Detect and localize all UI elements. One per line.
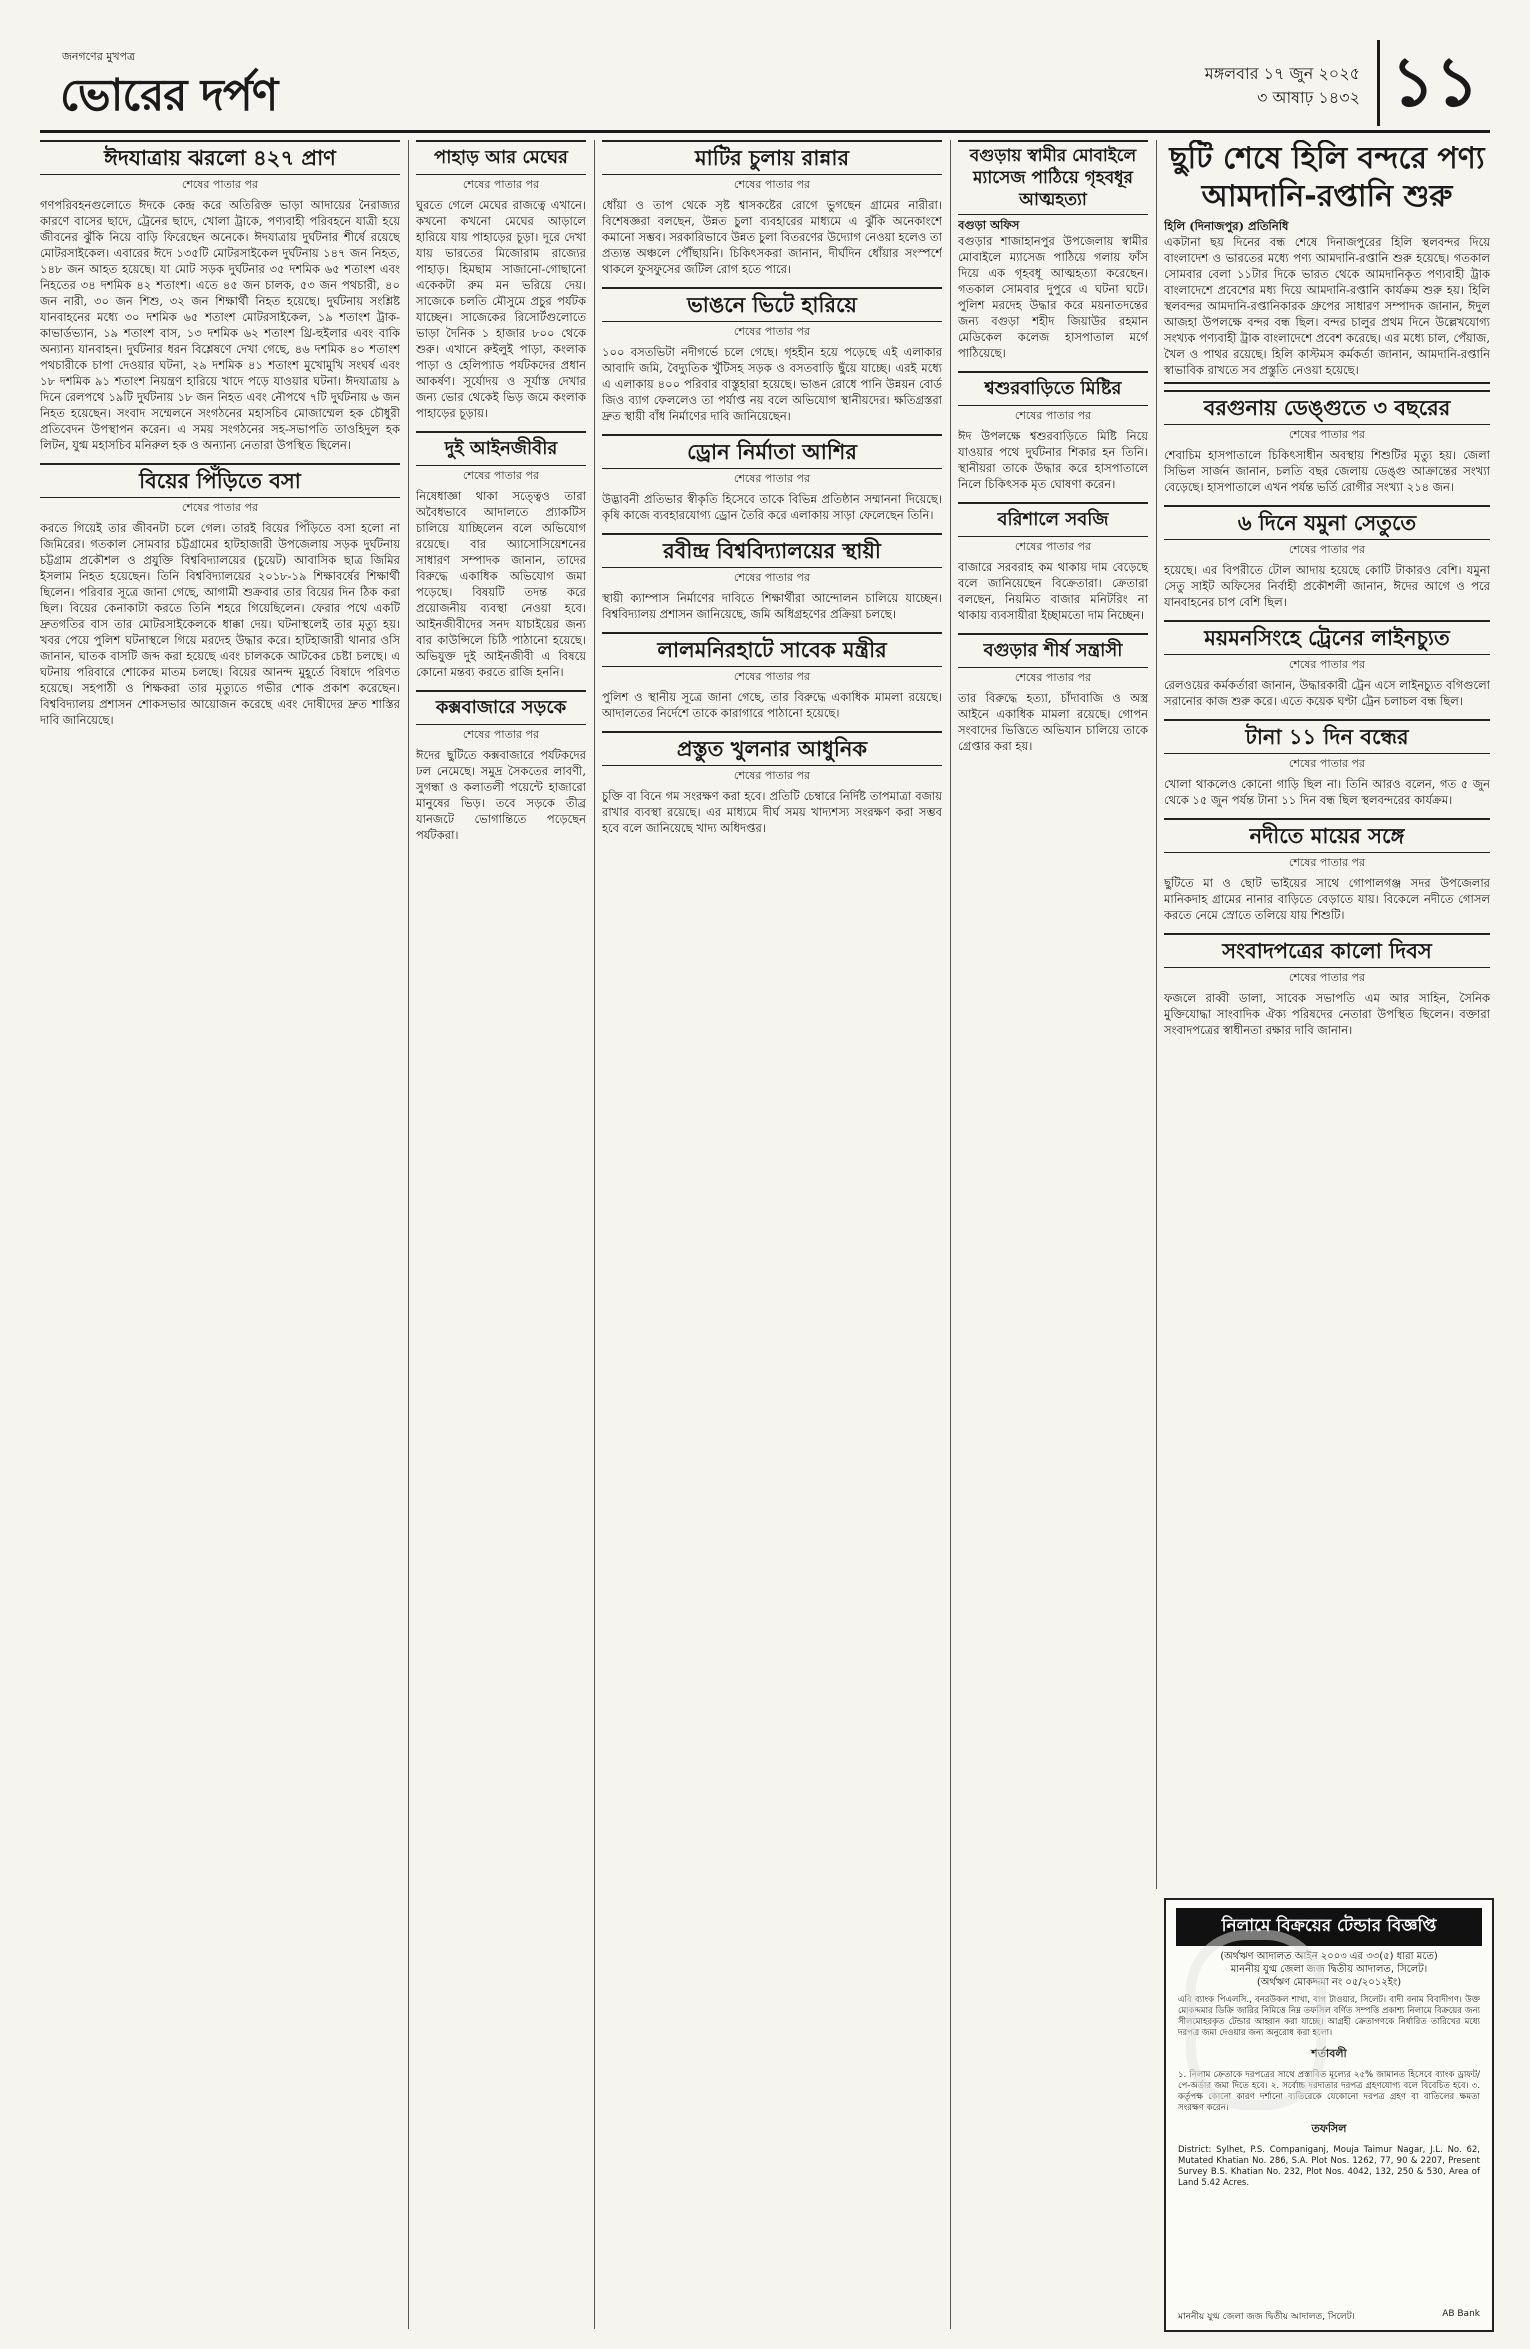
continued-label: শেষের পাতার পর: [1014, 409, 1092, 422]
story-hili-lead: [1164, 140, 1490, 384]
story-sweets: [958, 371, 1148, 492]
continued-label: শেষের পাতার পর: [1288, 543, 1366, 556]
story-11-days-closed: [1164, 719, 1490, 808]
column-divider: [594, 140, 595, 2329]
continued-label: শেষের পাতার পর: [733, 325, 811, 338]
story-lawyers: [416, 431, 586, 680]
story-headline: রবীন্দ্র বিশ্ববিদ্যালয়ের স্থায়ী: [602, 533, 942, 568]
story-clay-stove: [602, 140, 942, 277]
continued-label: শেষের পাতার পর: [1288, 757, 1366, 770]
story-headline: মাটির চুলায় রান্নার: [602, 140, 942, 175]
story-khulna: [602, 731, 942, 836]
story-wedding: [40, 463, 400, 728]
story-black-day: [1164, 933, 1490, 1038]
story-body: শেবাচিম হাসপাতালে চিকিৎসাধীন অবস্থায় শিশুটির মৃত্যু হয়। জেলা সিভিল সার্জন জানান, চলতি বছর জেলায় ডেঙ্গু আক্রান্তের সংখ্যা বেড়েছে। হাসপাতালে এখন পর্যন্ত ভর্তি রোগীর সংখ্যা ২১৪ জন।: [1164, 448, 1490, 494]
story-dengue: [1164, 390, 1490, 495]
story-headline: ময়মনসিংহে ট্রেনের লাইনচ্যুত: [1164, 620, 1490, 655]
story-body: তার বিরুদ্ধে হত্যা, চাঁদাবাজি ও অস্ত্র আইনে একাধিক মামলা রয়েছে। গোপন সংবাদের ভিত্তিতে অভিযান চালিয়ে তাকে গ্রেপ্তার করা হয়।: [958, 691, 1148, 753]
story-body: হয়েছে। এর বিপরীতে টোল আদায় হয়েছে কোটি টাকারও বেশি। যমুনা সেতু সাইট অফিসের নির্বাহী প্রকৌশলী জানান, ঈদের আগে ও পরে যানবাহনের চাপ বেশি ছিল।: [1164, 563, 1490, 609]
ab-bank-logo: AB Bank: [1442, 2309, 1480, 2319]
story-body: চুক্তি বা বিনে গম সংরক্ষণ করা হবে। প্রতিটি চেম্বারে নির্দিষ্ট তাপমাত্রা বজায় রাখার ব্যবস্থা রয়েছে। এর মাধ্যমে দীর্ঘ সময় খাদ্যশস্য সংরক্ষণ করা সম্ভব হবে বলে জানিয়েছে খাদ্য অধিদপ্তর।: [602, 789, 942, 835]
notice-schedule-heading: তফসিল: [1311, 2122, 1347, 2135]
story-headline: বিয়ের পিঁড়িতে বসা: [40, 463, 400, 498]
story-jamuna-bridge: [1164, 505, 1490, 610]
notice-schedule: District: Sylhet, P.S. Companiganj, Mouja Taimur Nagar, J.L. No. 62, Mutated Khatian No. 286, S.A. Plot Nos. 1262, 77, 90 & 2207, Present Survey B.S. Khatian No. 232, Plot Nos. 4042, 132, 250 & 530, Area of Land 5.42 Acres.: [1178, 2145, 1480, 2188]
continued-label: শেষের পাতার পর: [181, 501, 259, 514]
story-headline: পাহাড় আর মেঘের: [416, 140, 586, 175]
story-body: ঘুরতে গেলে মেঘের রাজত্বে এখানে। কখনো কখনো মেঘের আড়ালে হারিয়ে যায় পাহাড়ের চূড়া। দূরে দেখা যায় ভারতের মিজোরাম রাজ্যের পাহাড়। হিমছাম সাজানো-গোছানো একেকটা রুম মন ভরিয়ে দেয়। সাজেকে চলতি মৌসুমে প্রচুর পর্যটক যাচ্ছেন। সাজেকের রিসোর্টগুলোতে ভাড়া দৈনিক ১ হাজার ৮০০ থেকে শুরু। এখানে রুইলুই পাড়া, কংলাক পাড়া ও হেলিপ্যাড পর্যটকদের প্রধান আকর্ষণ। সূর্যোদয় ও সূর্যাস্ত দেখার জন্য ভোর থেকেই ভিড় জমে কংলাক পাহাড়ের চূড়ায়।: [416, 198, 586, 420]
story-university: [602, 533, 942, 622]
column-4: [958, 140, 1148, 2329]
masthead: [40, 40, 1490, 133]
continued-label: শেষের পাতার পর: [1288, 971, 1366, 984]
story-barishal-veg: [958, 502, 1148, 623]
story-headline: ৬ দিনে যমুনা সেতুতে: [1164, 505, 1490, 540]
story-body: ১০০ বসতভিটা নদীগর্ভে চলে গেছে। গৃহহীন হয়ে পড়েছে এই এলাকার আবাদি জমি, বৈদ্যুতিক খুঁটিসহ সড়ক ও বসতবাড়ি ছুঁয়ে যাচ্ছে। এরই মধ্যে এ এলাকায় ৪০০ পরিবার বাস্তুহারা হয়েছে। ভাঙন রোধে পানি উন্নয়ন বোর্ড জিও ব্যাগ ফেললেও তা পর্যাপ্ত নয় বলে অভিযোগ স্থানীয়দের। ক্ষতিগ্রস্তরা দ্রুত স্থায়ী বাঁধ নির্মাণের দাবি জানিয়েছেন।: [602, 345, 942, 423]
story-drone: [602, 434, 942, 523]
story-body: বাজারে সরবরাহ কম থাকায় দাম বেড়েছে বলে জানিয়েছেন বিক্রেতারা। ক্রেতারা বলছেন, নিয়মিত বাজার মনিটরিং না থাকায় ব্যবসায়ীরা ইচ্ছামতো দাম নিচ্ছেন।: [958, 560, 1148, 622]
story-headline: লালমনিরহাটে সাবেক মন্ত্রীর: [602, 632, 942, 667]
story-body: রেলওয়ের কর্মকর্তারা জানান, উদ্ধারকারী ট্রেন এসে লাইনচ্যুত বগিগুলো সরানোর কাজ শুরু করে। এতে কয়েক ঘণ্টা ট্রেন চলাচল বন্ধ ছিল।: [1164, 678, 1490, 708]
column-divider: [408, 140, 409, 2329]
newspaper-logo: ভোরের দর্পণ: [60, 70, 278, 121]
story-body: স্থায়ী ক্যাম্পাস নির্মাণের দাবিতে শিক্ষার্থীরা আন্দোলন চালিয়ে যাচ্ছেন। বিশ্ববিদ্যালয় প্রশাসন জানিয়েছে, জমি অধিগ্রহণের প্রক্রিয়া চলছে।: [602, 591, 942, 621]
continued-label: শেষের পাতার পর: [462, 728, 540, 741]
continued-label: শেষের পাতার পর: [733, 178, 811, 191]
story-headline: সংবাদপত্রের কালো দিবস: [1164, 933, 1490, 968]
story-headline: বগুড়ার শীর্ষ সন্ত্রাসী: [958, 633, 1148, 668]
story-headline: বরিশালে সবজি: [958, 502, 1148, 537]
auction-notice-ad: [1164, 1898, 1494, 2332]
notice-watermark-logo: [1186, 1930, 1326, 2110]
masthead-tagline: জনগণের মুখপত্র: [62, 50, 136, 63]
story-byline: বগুড়া অফিস: [958, 218, 1020, 232]
notice-title: নিলামে বিক্রয়ের টেন্ডার বিজ্ঞপ্তি: [1176, 1908, 1482, 1946]
story-train-derail: [1164, 620, 1490, 709]
story-hills: [416, 140, 586, 421]
story-headline: শ্বশুরবাড়িতে মিষ্টির: [958, 371, 1148, 406]
continued-label: শেষের পাতার পর: [733, 571, 811, 584]
continued-label: শেষের পাতার পর: [1014, 671, 1092, 684]
story-headline: প্রস্তুত খুলনার আধুনিক: [602, 731, 942, 766]
continued-label: শেষের পাতার পর: [733, 472, 811, 485]
issue-date: [1205, 62, 1360, 110]
notice-footer: [1178, 2309, 1480, 2324]
story-byline: হিলি (দিনাজপুর) প্রতিনিধি: [1164, 219, 1289, 233]
story-body: খোলা থাকলেও কোনো গাড়ি ছিল না। তিনি আরও বলেন, গত ৫ জুন থেকে ১৫ জুন পর্যন্ত টানা ১১ দিন বন্ধ ছিল স্থলবন্দরের কার্যক্রম।: [1164, 777, 1490, 807]
story-body: বগুড়ার শাজাহানপুর উপজেলায় স্বামীর মোবাইলে ম্যাসেজ পাঠিয়ে গলায় ফাঁস দিয়ে এক গৃহবধূ আত্মহত্যা করেছেন। গতকাল সোমবার দুপুরে এ ঘটনা ঘটে। পুলিশ মরদেহ উদ্ধার করে ময়নাতদন্তের জন্য বগুড়া শহীদ জিয়াউর রহমান মেডিকেল কলেজ হাসপাতাল মর্গে পাঠিয়েছে।: [958, 234, 1148, 360]
story-body: উদ্ভাবনী প্রতিভার স্বীকৃতি হিসেবে তাকে বিভিন্ন প্রতিষ্ঠান সম্মাননা দিয়েছে। কৃষি কাজে ব্যবহারযোগ্য ড্রোন তৈরি করে এলাকায় সাড়া ফেলেছেন তিনি।: [602, 492, 942, 522]
date-line-2: ৩ আষাঢ় ১৪৩২: [1257, 88, 1360, 107]
notice-terms-heading: শর্তাবলী: [1311, 2047, 1347, 2060]
story-body: ঈদের ছুটিতে কক্সবাজারে পর্যটকদের ঢল নেমেছে। সমুদ্র সৈকতের লাবণী, সুগন্ধা ও কলাতলী পয়েন্টে হাজারো মানুষের ভিড়। তবে সড়কে তীব্র যানজটে ভোগান্তিতে পড়েছেন পর্যটকরা।: [416, 748, 586, 842]
column-divider: [1156, 140, 1157, 1889]
story-headline: ড্রোন নির্মাতা আশির: [602, 434, 942, 469]
continued-label: শেষের পাতার পর: [1288, 658, 1366, 671]
story-body: ঈদ উপলক্ষে শ্বশুরবাড়িতে মিষ্টি নিয়ে যাওয়ার পথে দুর্ঘটনার শিকার হন তিনি। স্থানীয়রা তাকে উদ্ধার করে হাসপাতালে নিলে চিকিৎসক মৃত ঘোষণা করেন।: [958, 429, 1148, 491]
date-line-1: মঙ্গলবার ১৭ জুন ২০২৫: [1204, 64, 1360, 83]
continued-label: শেষের পাতার পর: [733, 769, 811, 782]
continued-label: শেষের পাতার পর: [1288, 428, 1366, 441]
story-body: পুলিশ ও স্থানীয় সূত্রে জানা গেছে, তার বিরুদ্ধে একাধিক মামলা রয়েছে। আদালতের নির্দেশে তাকে কারাগারে পাঠানো হয়েছে।: [602, 690, 942, 720]
story-bogura-suicide: [958, 140, 1148, 361]
notice-terms: ১. নিলাম ক্রেতাকে দরপত্রের সাথে প্রস্তাবিত মূল্যের ২৫% জামানত হিসেবে ব্যাংক ড্রাফট/পে-অর্ডার জমা দিতে হবে। ২. সর্বোচ্চ দরদাতার দরপত্র গ্রহণযোগ্য বলে বিবেচিত হবে। ৩. কর্তৃপক্ষ কোনো কারণ দর্শানো ব্যতিরেকে যেকোনো দরপত্র গ্রহণ বা বাতিলের ক্ষমতা সংরক্ষণ করেন।: [1178, 2070, 1480, 2113]
column-3: [602, 140, 942, 2329]
story-eid-accidents: [40, 140, 400, 453]
continued-label: শেষের পাতার পর: [1288, 856, 1366, 869]
story-headline: ভাঙনে ভিটে হারিয়ে: [602, 287, 942, 322]
story-lalmonirhat: [602, 632, 942, 721]
notice-subtitle: (অর্থঋণ আদালত আইন ২০০৩ এর ৩৩(৫) ধারা মতে): [1220, 1951, 1438, 1962]
notice-footer-court: মাননীয় যুগ্ম জেলা জজ দ্বিতীয় আদালত, সিলেট।: [1178, 2312, 1355, 2322]
story-headline: দুই আইনজীবীর: [416, 431, 586, 466]
story-body: ফজলে রাব্বী ডালা, সাবেক সভাপতি এম আর সাহিন, সৈনিক মুক্তিযোদ্ধা সাংবাদিক ঐক্য পরিষদের নেতারা উপস্থিত ছিলেন। বক্তারা সংবাদপত্রের স্বাধীনতা রক্ষার দাবি জানান।: [1164, 991, 1490, 1037]
continued-label: শেষের পাতার পর: [181, 178, 259, 191]
notice-court: মাননীয় যুগ্ম জেলা জজ দ্বিতীয় আদালত, সিলেট।: [1230, 1964, 1428, 1975]
column-2: [416, 140, 586, 2329]
continued-label: শেষের পাতার পর: [1014, 540, 1092, 553]
lead-headline: ছুটি শেষে হিলি বন্দরে পণ্য আমদানি-রপ্তানি শুরু: [1169, 141, 1485, 214]
continued-label: শেষের পাতার পর: [462, 178, 540, 191]
story-headline: বরগুনায় ডেঙ্গুতে ৩ বছরের: [1164, 390, 1490, 425]
story-headline: কক্সবাজারে সড়কে: [416, 690, 586, 725]
story-body: গণপরিবহনগুলোতে ঈদকে কেন্দ্র করে অতিরিক্ত ভাড়া আদায়ের নৈরাজ্যর কারণে বাসের ছাদে, ট্রেনের ছাদে, খোলা ট্রাকে, পণ্যবাহী পরিবহনে যাত্রী হয়ে জীবনের ঝুঁকি নিয়ে বাড়ি ফিরেছেন অনেকে। ঈদযাত্রায় দুর্ঘটনার শীর্ষে রয়েছে মোটরসাইকেল। এবারের ঈদে ১৩৫টি মোটরসাইকেল দুর্ঘটনায় ১৪৭ জন নিহত, ১৪৮ জন আহত হয়েছে। যা মোট সড়ক দুর্ঘটনার ৩৫ দশমিক ৬৫ শতাংশ এবং নিহতের ৩৪ দশমিক ৪২ শতাংশ। এতে ৪৫ জন চালক, ৫৩ জন পথচারী, ৪০ জন নারী, ৩০ জন শিশু, ৩২ জন শিক্ষার্থী নিহত হয়েছে। দুর্ঘটনায় সংশ্লিষ্ট যানবাহনের মধ্যে ৩০ দশমিক ৬৫ শতাংশ মোটরসাইকেল, ১৯ শতাংশ ট্রাক-কাভার্ডভ্যান, ১৯ শতাংশ বাস, ১৩ দশমিক ৬২ শতাংশ থ্রি-হুইলার এবং বাকি অন্যান্য যানবাহন। দুর্ঘটনার ধরন বিশ্লেষণে দেখা গেছে, ৪৬ দশমিক ৪০ শতাংশ পথচারীকে চাপা দেওয়ার ঘটনা, ২৯ দশমিক ৪১ শতাংশ মুখোমুখি সংঘর্ষ এবং ১৮ দশমিক ৯১ শতাংশ নিয়ন্ত্রণ হারিয়ে খাদে পড়ে যাওয়ার ঘটনা। ঈদযাত্রায় ৯ দিনে রেলপথে ১৯টি দুর্ঘটনায় ১৮ জন নিহত এবং নৌপথে ৭টি দুর্ঘটনায় ৬ জন নিহত হয়েছেন। সংবাদ সম্মেলনে সংগঠনের মহাসচিব মোজাম্মেল হক চৌধুরী প্রতিবেদন উপস্থাপন করেন। এ সময় সংগঠনের সহ-সভাপতি তাওহিদুল হক লিটন, যুগ্ম মহাসচিব মনিরুল হক ও অন্যান্য নেতারা উপস্থিত ছিলেন।: [40, 198, 400, 452]
story-erosion: [602, 287, 942, 424]
story-body: ধোঁয়া ও তাপ থেকে সৃষ্ট শ্বাসকষ্টের রোগে ভুগছেন গ্রামের নারীরা। বিশেষজ্ঞরা বলছেন, উন্নত চুলা ব্যবহারের মাধ্যমে এ ঝুঁকি অনেকাংশে কমানো সম্ভব। সরকারিভাবে উন্নত চুলা বিতরণের উদ্যোগ নেওয়া হলেও তা প্রত্যন্ত অঞ্চলে পৌঁছায়নি। চিকিৎসকরা জানান, দীর্ঘদিন ধোঁয়ার সংস্পর্শে থাকলে ফুসফুসের জটিল রোগ হতে পারে।: [602, 198, 942, 276]
column-1: [40, 140, 400, 2329]
column-5: [1164, 140, 1490, 1889]
story-body: একটানা ছয় দিনের বন্ধ শেষে দিনাজপুরের হিলি স্থলবন্দর দিয়ে বাংলাদেশ ও ভারতের মধ্যে পণ্য আমদানি-রপ্তানি শুরু হয়েছে। গতকাল সোমবার বেলা ১১টার দিকে ভারত থেকে আমদানিকৃত পণ্যবাহী ট্রাক বাংলাদেশে প্রবেশের মধ্য দিয়ে আমদানি-রপ্তানি কার্যক্রম শুরু হয়। হিলি স্থলবন্দর আমদানি-রপ্তানিকারক গ্রুপের সাধারণ সম্পাদক জানান, ঈদুল আজহা উপলক্ষে বন্দর বন্ধ ছিল। বন্দর চালুর প্রথম দিনে উল্লেখযোগ্য সংখ্যক পণ্যবাহী ট্রাক বাংলাদেশে প্রবেশ করেছে। এর মধ্যে চাল, পেঁয়াজ, খৈল ও পাথর রয়েছে। হিলি কাস্টমস কর্মকর্তা জানান, আমদানি-রপ্তানি স্বাভাবিক রাখতে সব প্রস্তুতি নেওয়া হয়েছে।: [1164, 235, 1490, 377]
page-number: ১১: [1377, 40, 1490, 126]
story-headline: ঈদযাত্রায় ঝরলো ৪২৭ প্রাণ: [40, 140, 400, 175]
story-headline: বগুড়ায় স্বামীর মোবাইলে ম্যাসেজ পাঠিয়ে গৃহবধূর আত্মহত্যা: [958, 140, 1148, 215]
continued-label: শেষের পাতার পর: [733, 670, 811, 683]
story-river-mother: [1164, 818, 1490, 923]
story-headline: টানা ১১ দিন বন্ধের: [1164, 719, 1490, 754]
story-body: ছুটিতে মা ও ছোট ভাইয়ের সাথে গোপালগঞ্জ সদর উপজেলার মানিকদাহ গ্রামের নানার বাড়িতে বেড়াতে যায়। বিকেলে নদীতে গোসল করতে নেমে স্রোতে তলিয়ে যায় শিশুটি।: [1164, 876, 1490, 922]
continued-label: শেষের পাতার পর: [462, 469, 540, 482]
story-coxsbazar: [416, 690, 586, 843]
story-body: নিষেধাজ্ঞা থাকা সত্ত্বেও তারা অবৈধভাবে আদালতে প্র্যাকটিস চালিয়ে যাচ্ছিলেন বলে অভিযোগ রয়েছে। বার অ্যাসোসিয়েশনের সাধারণ সম্পাদক জানান, তাদের বিরুদ্ধে একাধিক অভিযোগ জমা পড়েছে। বিষয়টি তদন্ত করে প্রয়োজনীয় ব্যবস্থা নেওয়া হবে। আইনজীবীদের সনদ যাচাইয়ের জন্য বার কাউন্সিলে চিঠি পাঠানো হয়েছে। অভিযুক্ত দুই আইনজীবী এ বিষয়ে কোনো মন্তব্য করতে রাজি হননি।: [416, 489, 586, 679]
notice-body: এবি ব্যাংক পিএলসি., বনরউকল শাখা, বাগ টাওয়ার, সিলেট। বাদী বনাম বিবাদীগণ। উক্ত মোকদ্দমার ডিক্রি জারির নিমিত্তে নিম্ন তফসিল বর্ণিত সম্পত্তি প্রকাশ্য নিলামে বিক্রয়ের জন্য সীলমোহরকৃত টেন্ডার আহ্বান করা যাচ্ছে। আগ্রহী ক্রেতাগণকে নির্ধারিত তারিখের মধ্যে দরপত্র জমা দেওয়ার জন্য অনুরোধ করা হলো।: [1178, 1995, 1480, 2038]
notice-case-no: (অর্থঋণ মোকদ্দমা নং ০৫/২০১২ইং): [1256, 1977, 1402, 1988]
story-bogura-terrorist: [958, 633, 1148, 754]
story-headline: নদীতে মায়ের সঙ্গে: [1164, 818, 1490, 853]
story-body: করতে গিয়েই তার জীবনটা চলে গেল। তারই বিয়ের পিঁড়িতে বসা হলো না জিমিরের। গতকাল সোমবার চট্টগ্রামের হাটহাজারী উপজেলায় সড়ক দুর্ঘটনায় চট্টগ্রাম প্রকৌশল ও প্রযুক্তি বিশ্ববিদ্যালয়ের (চুয়েট) আবাসিক ছাত্র জিমির ইসলাম নিহত হয়েছেন। তিনি বিশ্ববিদ্যালয়ের ২০১৮-১৯ শিক্ষাবর্ষের শিক্ষার্থী ছিলেন। পরিবার সূত্রে জানা গেছে, আগামী শুক্রবার তার বিয়ের দিন ঠিক করা ছিল। বিয়ের কেনাকাটা করতে তিনি শহরে গিয়েছিলেন। ফেরার পথে একটি দ্রুতগতির বাস তার মোটরসাইকেলকে ধাক্কা দেয়। ঘটনাস্থলেই তার মৃত্যু হয়। খবর পেয়ে পুলিশ ঘটনাস্থলে গিয়ে মরদেহ উদ্ধার করে। হাটহাজারী থানার ওসি জানান, ঘাতক বাসটি জব্দ করা হয়েছে এবং চালককে আটকের চেষ্টা চলছে। এ ঘটনায় পরিবারে শোকের মাতম চলছে। বিয়ের আনন্দ মুহূর্তে বিষাদে পরিণত হয়েছে। সহপাঠী ও শিক্ষকরা তার মৃত্যুতে গভীর শোক প্রকাশ করেছেন। বিশ্ববিদ্যালয় প্রশাসন শোকসভার আয়োজন করেছে এবং দোষীদের দ্রুত শাস্তির দাবি জানিয়েছে।: [40, 521, 400, 727]
column-divider: [950, 140, 951, 2329]
